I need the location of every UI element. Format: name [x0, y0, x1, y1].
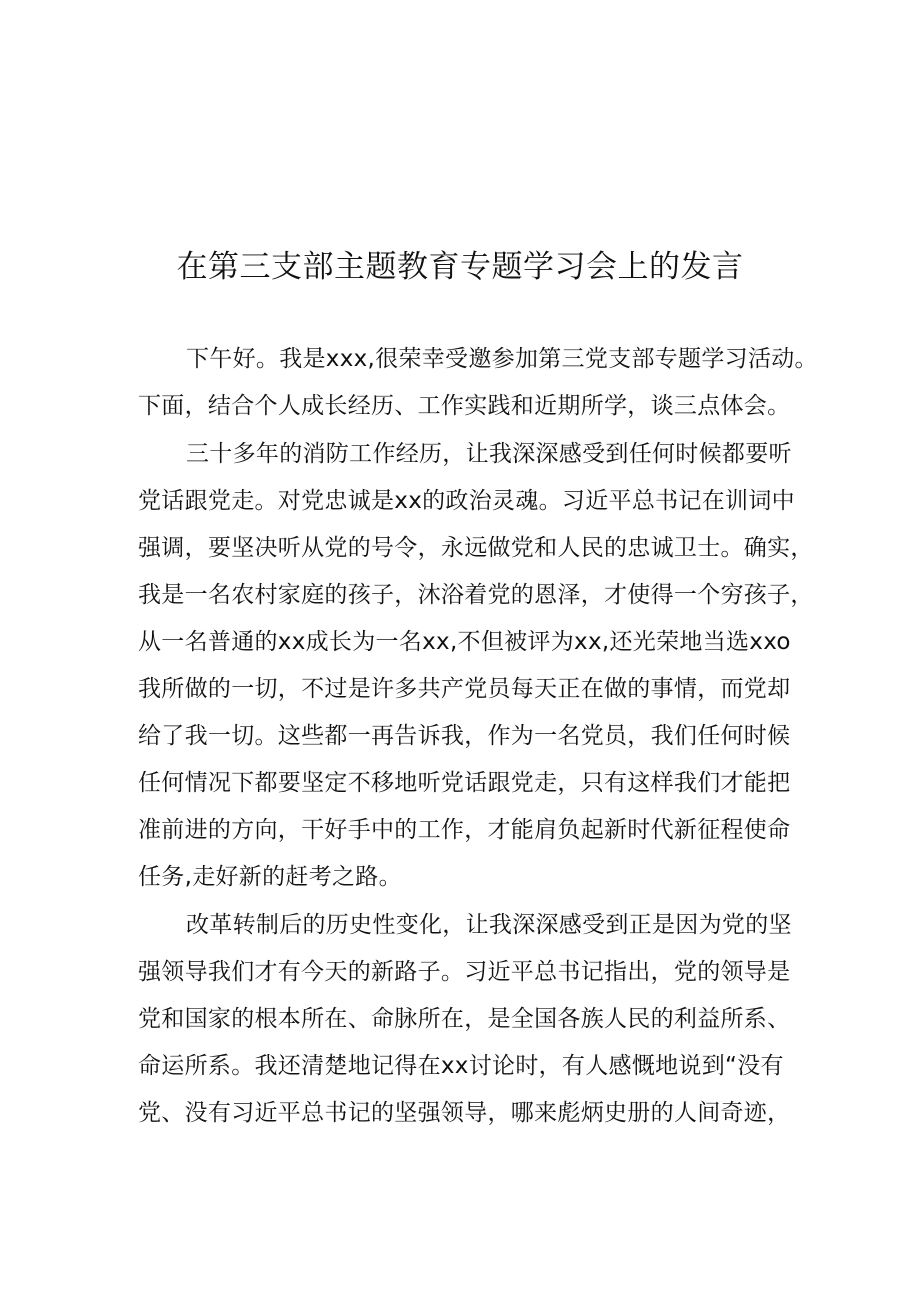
paragraph-line: 准前进的方向，干好手中的工作，才能肩负起新时代新征程使命: [138, 817, 791, 843]
paragraph-line: 党和国家的根本所在、命脉所在，是全国各族人民的利益所系、: [138, 1006, 791, 1032]
paragraph-line: 三十多年的消防工作经历，让我深深感受到任何时候都要听: [186, 441, 792, 467]
paragraph-line: 下午好。我是xxx,很荣幸受邀参加第三党支部专题学习活动。: [186, 346, 818, 372]
paragraph-line: 任何情况下都要坚定不移地听党话跟党走，只有这样我们才能把: [138, 770, 791, 796]
paragraph-line: 党、没有习近平总书记的坚强领导，哪来彪炳史册的人间奇迹，: [138, 1100, 791, 1126]
paragraph-line: 党话跟党走。对党忠诚是xx的政治灵魂。习近平总书记在训词中: [138, 488, 795, 514]
paragraph-line: 强调，要坚决听从党的号令，永远做党和人民的忠诚卫士。确实，: [138, 535, 814, 561]
paragraph-line: 命运所系。我还清楚地记得在xx讨论时，有人感慨地说到“没有: [138, 1053, 784, 1079]
paragraph-line: 我是一名农村家庭的孩子，沐浴着党的恩泽，才使得一个穷孩子，: [138, 582, 814, 608]
paragraph-line: 给了我一切。这些都一再告诉我，作为一名党员，我们任何时候: [138, 723, 791, 749]
paragraph-line: 下面，结合个人成长经历、工作实践和近期所学，谈三点体会。: [138, 393, 791, 419]
document-title: 在第三支部主题教育专题学习会上的发言: [176, 249, 744, 285]
paragraph-line: 任务,走好新的赶考之路。: [138, 864, 402, 890]
paragraph-line: 我所做的一切，不过是许多共产党员每天正在做的事情，而党却: [138, 676, 791, 702]
paragraph-line: 强领导我们才有今天的新路子。习近平总书记指出，党的领导是: [138, 959, 791, 985]
paragraph-line: 从一名普通的xx成长为一名xx,不但被评为xx,还光荣地当选xxo: [138, 629, 791, 655]
paragraph-line: 改革转制后的历史性变化，让我深深感受到正是因为党的坚: [186, 912, 792, 938]
